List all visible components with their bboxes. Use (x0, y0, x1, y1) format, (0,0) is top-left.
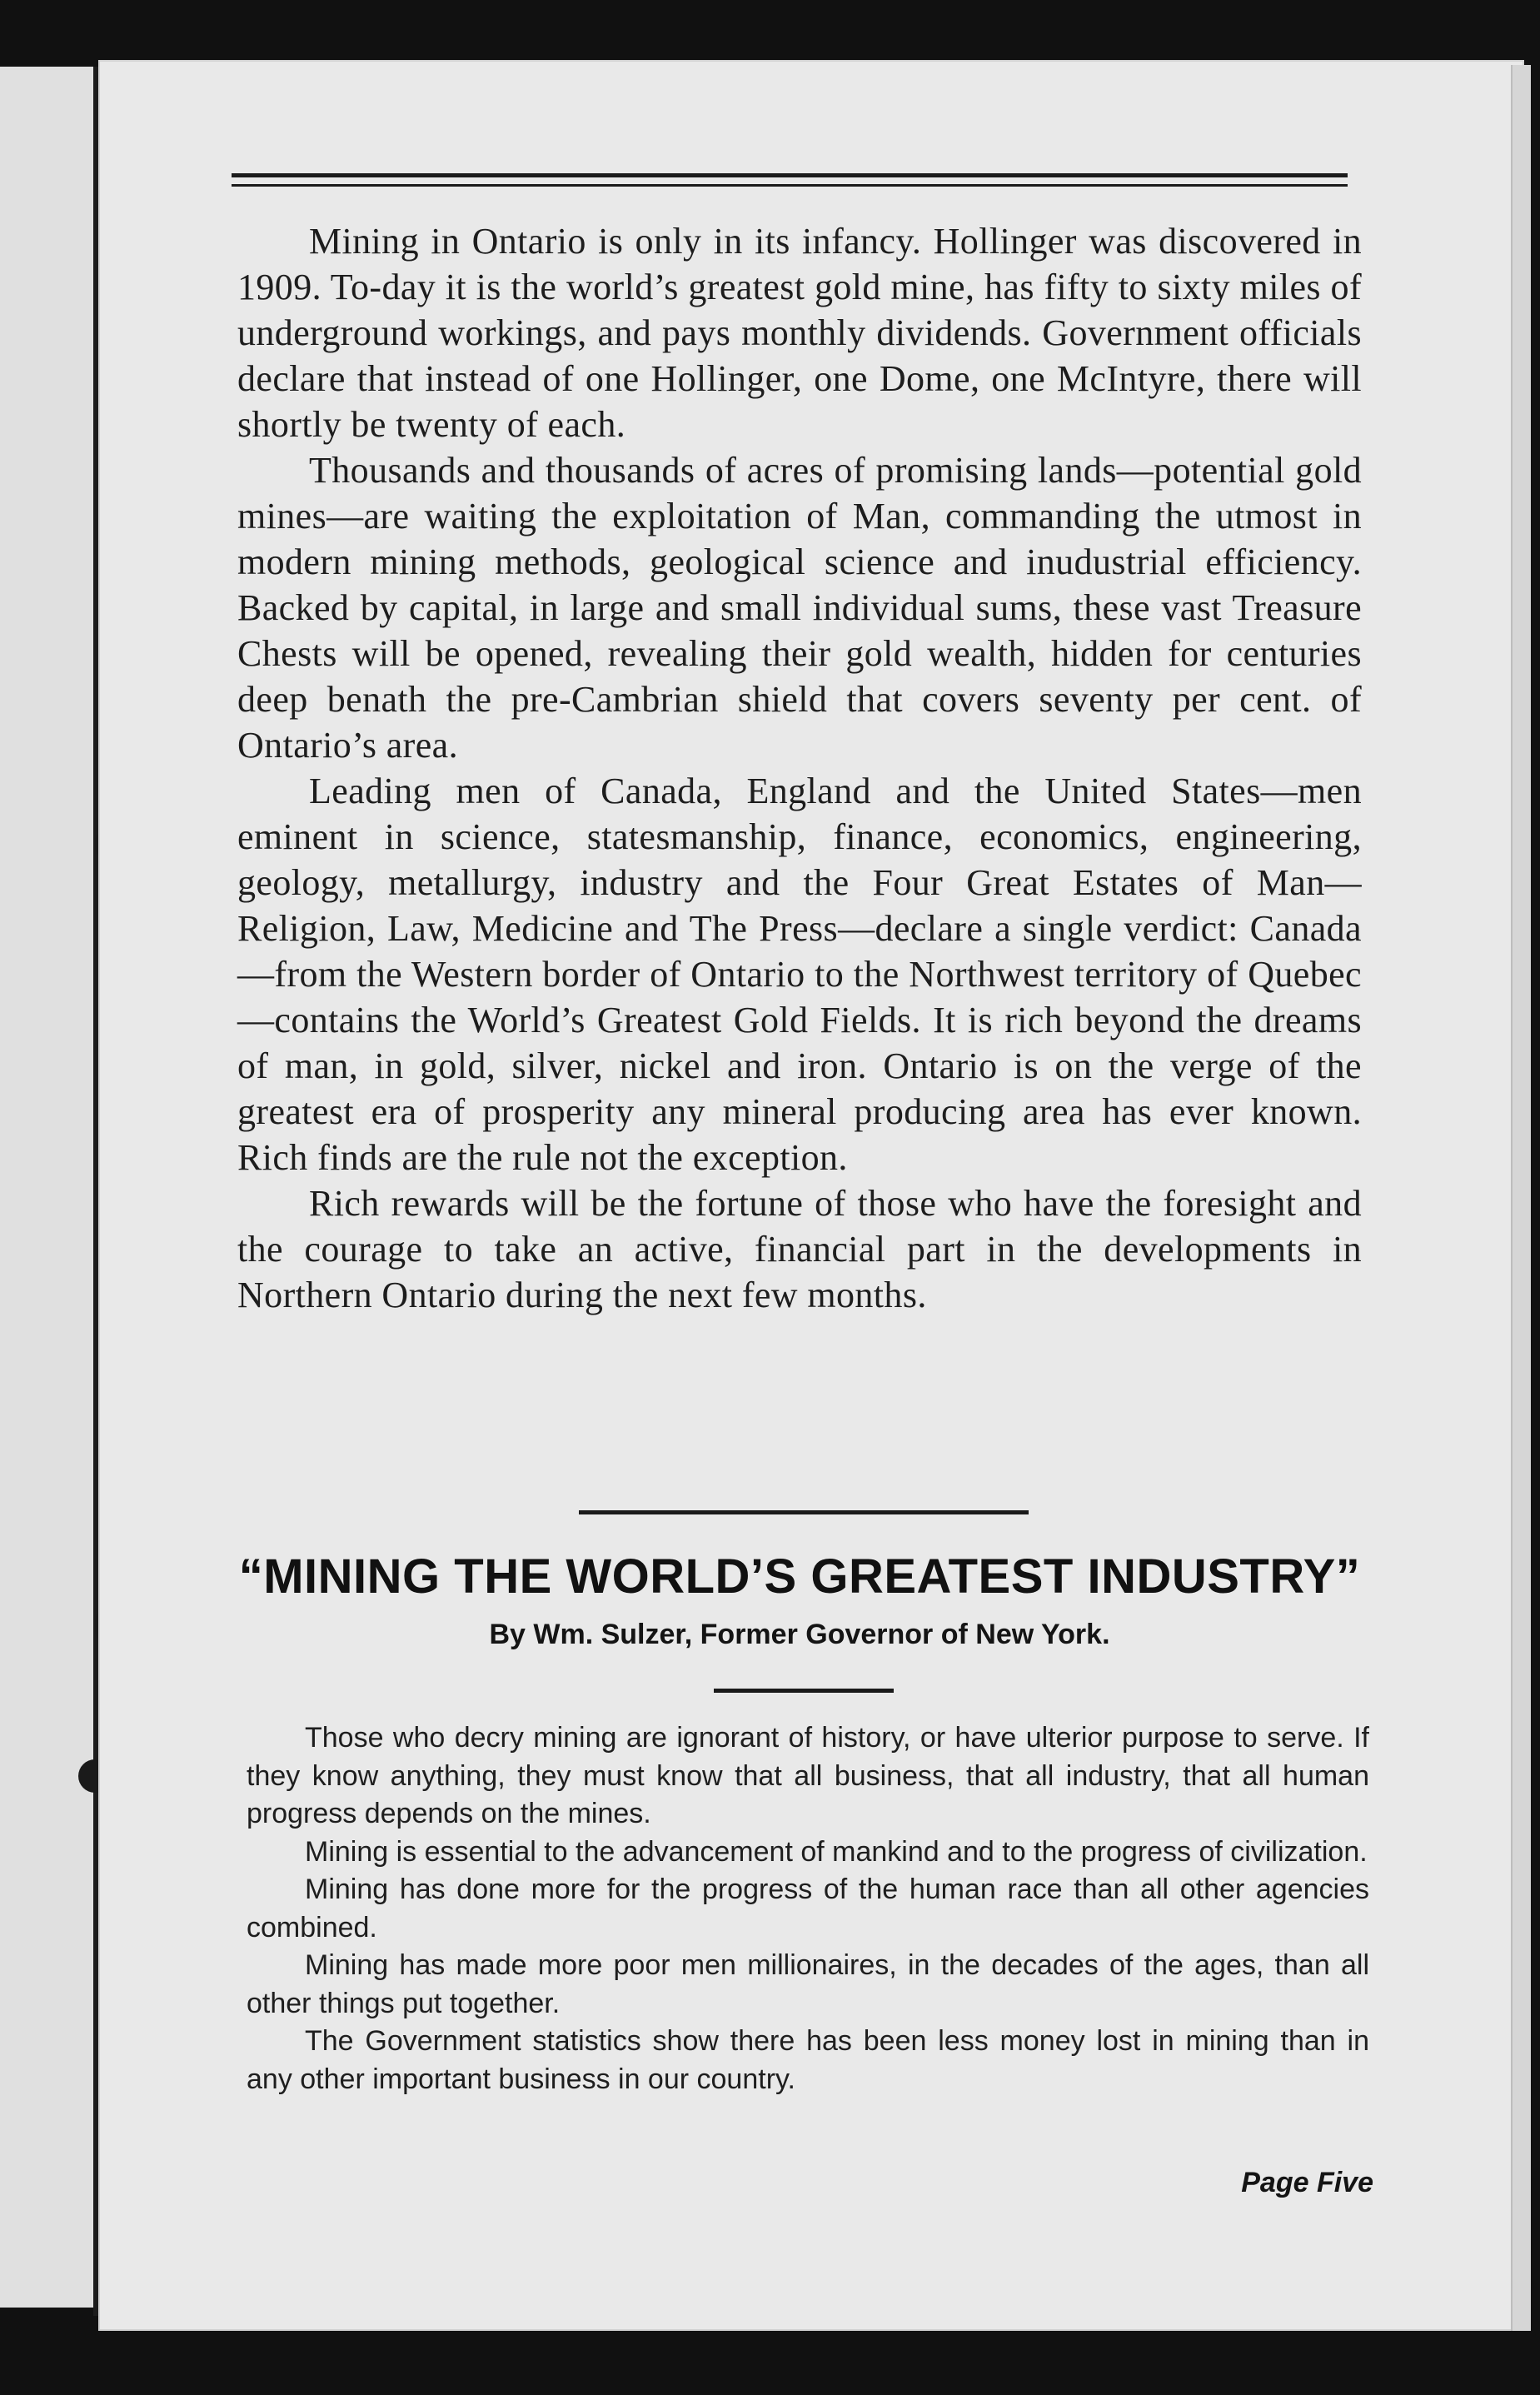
essay-body (237, 218, 1362, 1318)
byline-divider (714, 1689, 894, 1693)
facing-page-edge (0, 67, 101, 2308)
page-number: Page Five (1241, 2167, 1373, 2198)
article-paragraph: Mining is essential to the advancement of mankind and to the progress of civilization. (305, 1835, 1368, 1868)
essay-paragraph: Mining in Ontario is only in its infancy. Hollinger was discovered in 1909. To-day it is the world’s greatest gold mine, has fifty to sixty miles of underground workings, and pays monthly dividends. Government officials declare that instead of one Hollinger, one Dome, one McIntyre, there will shortly be twenty of each. (237, 221, 1362, 445)
article-headline: “MINING THE WORLD’S GREATEST INDUSTRY” (238, 1549, 1361, 1604)
essay-paragraph: Rich rewards will be the fortune of those who have the foresight and the courage to take an active, financial part in the developments in Northern Ontario during the next few months. (237, 1183, 1362, 1315)
article-paragraph: The Government statistics show there has been less money lost in mining than in any other important business in our country. (247, 2025, 1369, 2095)
article-byline: By Wm. Sulzer, Former Governor of New York. (489, 1619, 1110, 1650)
essay-paragraph: Thousands and thousands of acres of promising lands—potential gold mines—are waiting the exploitation of Man, commanding the utmost in modern mining methods, geological science and inudustrial efficiency. Backed by capital, in large and small individual sums, these vast Treasure Chests will be opened, revealing their gold wealth, hidden for centuries deep benath the pre-Cambrian shield that covers seventy per cent. of Ontario’s area. (237, 450, 1362, 766)
article-paragraph: Mining has done more for the progress of the human race than all other agencies combined. (247, 1874, 1369, 1943)
page-right-edge (1511, 65, 1531, 2331)
article-body (247, 1719, 1369, 2098)
article-paragraph: Those who decry mining are ignorant of history, or have ulterior purpose to serve. If they know anything, they must know that all business, that all industry, that all human progress depends on the mines. (247, 1722, 1369, 1829)
section-divider (579, 1510, 1029, 1514)
top-double-rule (232, 173, 1348, 187)
essay-paragraph: Leading men of Canada, England and the United States—men eminent in science, statesmanship, finance, economics, engineering, geology, metallurgy, industry and the Four Great Estates of Man—Religion, Law, Medicine and The Press—declare a single verdict: Canada—from the Western border of Ontario to the Northwest territory of Quebec—contains the World’s Greatest Gold Fields. It is rich beyond the dreams of man, in gold, silver, nickel and iron. Ontario is on the verge of the greatest era of prosperity any mineral producing area has ever known. Rich finds are the rule not the exception. (237, 771, 1362, 1178)
article-paragraph: Mining has made more poor men millionaires, in the decades of the ages, than all other things put together. (247, 1949, 1369, 2019)
